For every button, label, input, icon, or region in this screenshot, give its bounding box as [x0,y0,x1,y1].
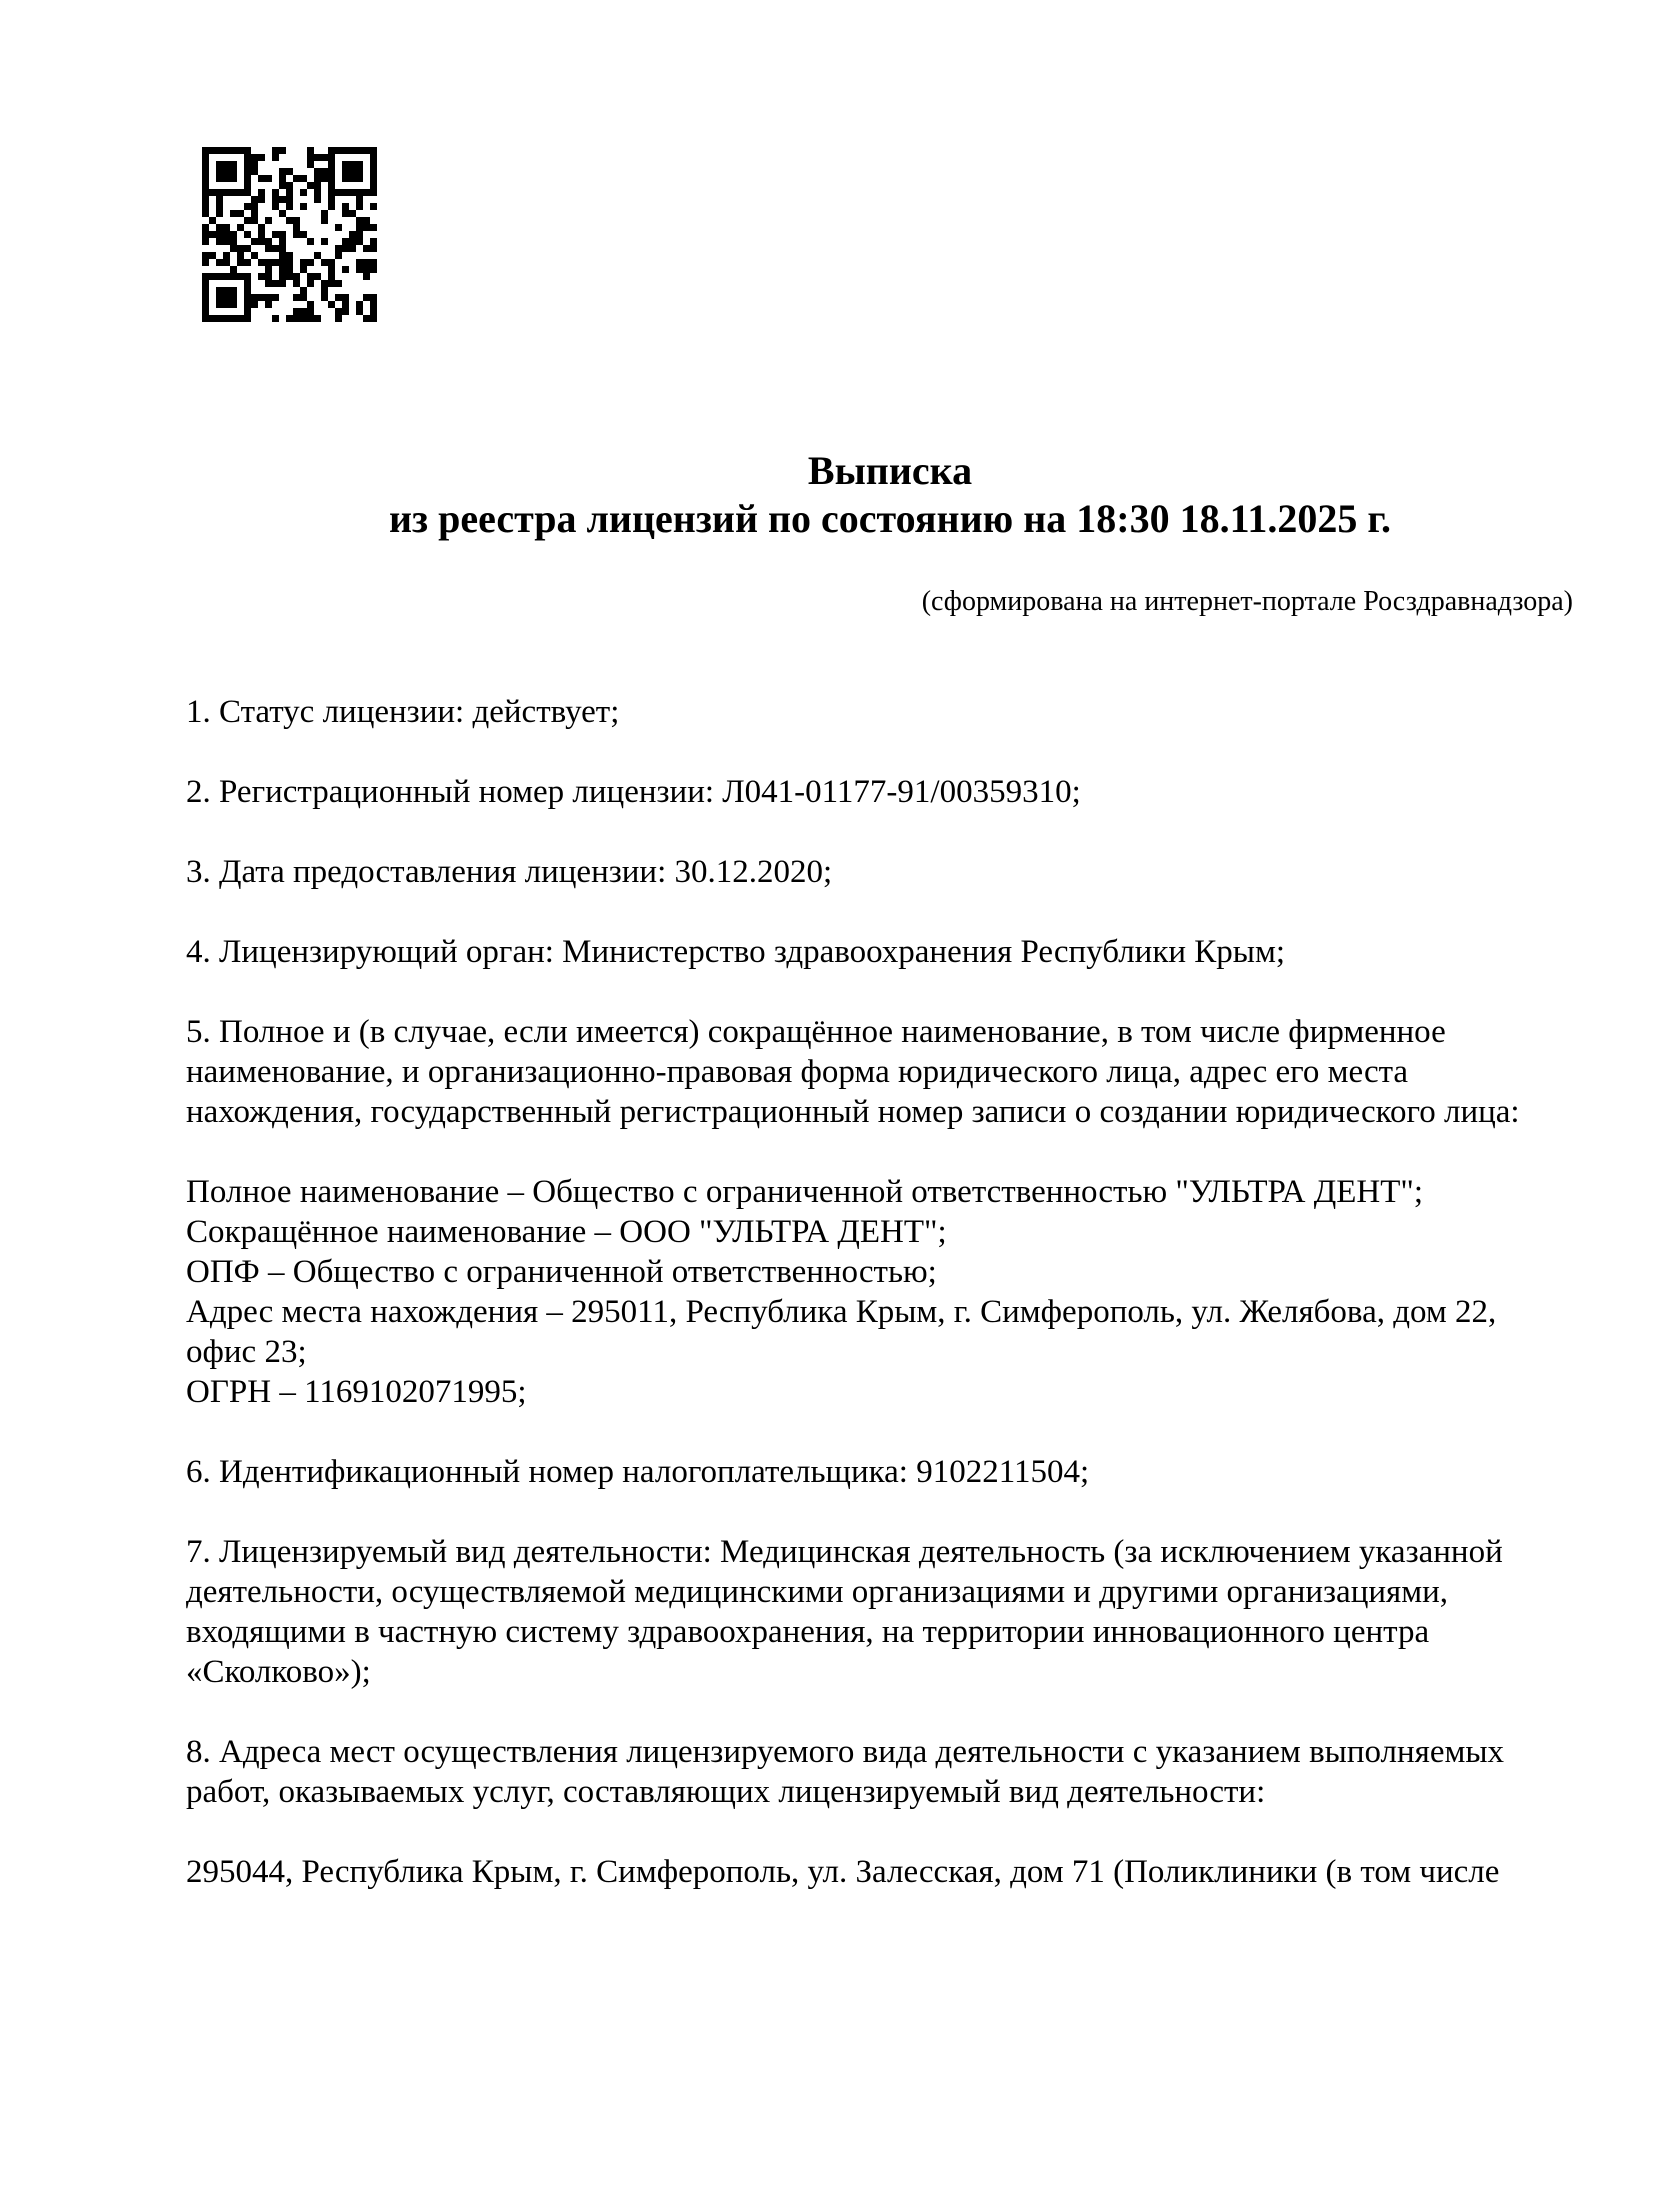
document-title [127,447,1653,543]
text-line: 295044, Республика Крым, г. Симферополь, ул. Залесская, дом 71 (Поликлиники (в том числе [186,1854,1500,1890]
text-line: 7. Лицензируемый вид деятельности: Медицинская деятельность (за исключением указанной [186,1534,1503,1570]
paragraph [186,1732,1520,1812]
text-line: 8. Адреса мест осуществления лицензируемого вида деятельности с указанием выполняемых [186,1734,1505,1770]
qr-code-icon [202,147,377,322]
paragraph [186,852,1520,892]
text-line: 3. Дата предоставления лицензии: 30.12.2020; [186,854,833,890]
paragraph [186,1532,1520,1692]
text-line: офис 23; [186,1334,307,1370]
text-line: 2. Регистрационный номер лицензии: Л041-01177-91/00359310; [186,774,1081,810]
text-line: Полное наименование – Общество с ограниченной ответственностью "УЛЬТРА ДЕНТ"; [186,1174,1424,1210]
text-line: ОГРН – 1169102071995; [186,1374,527,1410]
text-line: Сокращённое наименование – ООО "УЛЬТРА ДЕНТ"; [186,1214,947,1250]
paragraph [186,692,1520,732]
text-line: 4. Лицензирующий орган: Министерство здравоохранения Республики Крым; [186,934,1286,970]
text-line: 5. Полное и (в случае, если имеется) сокращённое наименование, в том числе фирменное [186,1014,1446,1050]
document-title-line-2: из реестра лицензий по состоянию на 18:30 18.11.2025 г. [388,496,1392,541]
text-line: 6. Идентификационный номер налогоплательщика: 9102211504; [186,1454,1090,1490]
paragraph [186,1452,1520,1492]
text-line: нахождения, государственный регистрационный номер записи о создании юридического лица: [186,1094,1520,1130]
paragraph [186,1852,1520,1892]
document-body [186,692,1520,1932]
paragraph [186,932,1520,972]
text-line: Адрес места нахождения – 295011, Республика Крым, г. Симферополь, ул. Желябова, дом 22, [186,1294,1497,1330]
paragraph [186,772,1520,812]
text-line: ОПФ – Общество с ограниченной ответственностью; [186,1254,937,1290]
paragraph [186,1012,1520,1132]
paragraph [186,1172,1520,1412]
document-subtitle: (сформирована на интернет-портале Росздравнадзора) [921,586,1573,617]
text-line: работ, оказываемых услуг, составляющих лицензируемый вид деятельности: [186,1774,1266,1810]
text-line: «Сколково»); [186,1654,371,1690]
text-line: наименование, и организационно-правовая форма юридического лица, адрес его места [186,1054,1409,1090]
text-line: деятельности, осуществляемой медицинскими организациями и другими организациями, [186,1574,1448,1610]
text-line: входящими в частную систему здравоохранения, на территории инновационного центра [186,1614,1430,1650]
text-line: 1. Статус лицензии: действует; [186,694,620,730]
document-title-line-1: Выписка [807,448,973,493]
